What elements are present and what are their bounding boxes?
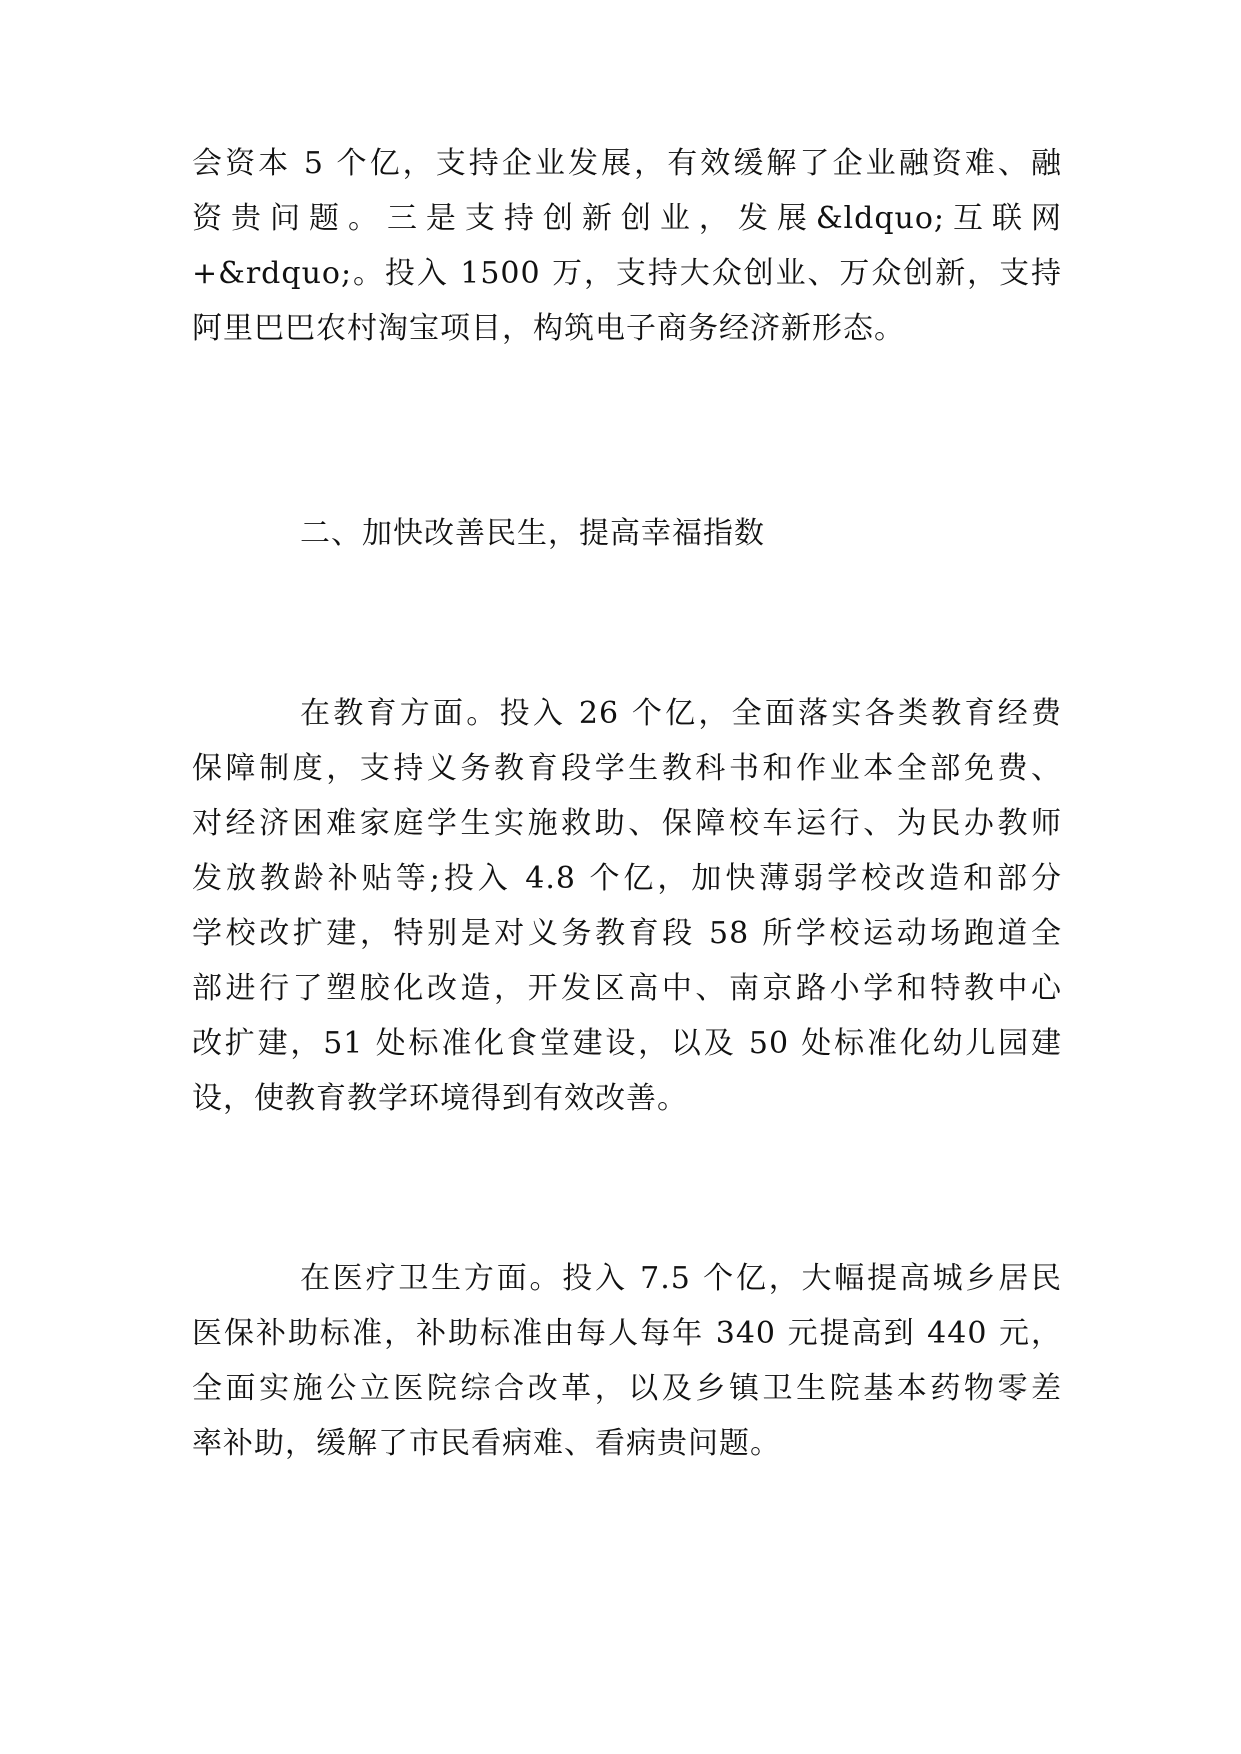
paragraph-line: 医保补助标准，补助标准由每人每年 340 元提高到 440 元，	[192, 1316, 1062, 1351]
paragraph-line: 全面实施公立医院综合改革，以及乡镇卫生院基本药物零差	[192, 1371, 1062, 1406]
paragraph-line: 会资本 5 个亿，支持企业发展，有效缓解了企业融资难、融	[192, 146, 1062, 181]
paragraph-line: +&rdquo;。投入 1500 万，支持大众创业、万众创新，支持	[192, 256, 1062, 291]
paragraph-line: 在教育方面。投入 26 个亿，全面落实各类教育经费	[300, 696, 1062, 731]
paragraph-line: 发放教龄补贴等;投入 4.8 个亿，加快薄弱学校改造和部分	[192, 861, 1062, 896]
paragraph-line: 对经济困难家庭学生实施救助、保障校车运行、为民办教师	[192, 806, 1062, 841]
paragraph-line: 率补助，缓解了市民看病难、看病贵问题。	[192, 1426, 781, 1461]
section-heading: 二、加快改善民生，提高幸福指数	[300, 516, 765, 551]
paragraph-line: 学校改扩建，特别是对义务教育段 58 所学校运动场跑道全	[192, 916, 1062, 951]
paragraph-line: 改扩建，51 处标准化食堂建设，以及 50 处标准化幼儿园建	[192, 1026, 1062, 1061]
paragraph-line: 阿里巴巴农村淘宝项目，构筑电子商务经济新形态。	[192, 311, 905, 346]
paragraph-line: 部进行了塑胶化改造，开发区高中、南京路小学和特教中心	[192, 971, 1062, 1006]
paragraph-line: 设，使教育教学环境得到有效改善。	[192, 1081, 688, 1116]
paragraph-line: 资贵问题。三是支持创新创业，发展&ldquo;互联网	[192, 201, 1062, 236]
paragraph-line: 在医疗卫生方面。投入 7.5 个亿，大幅提高城乡居民	[300, 1261, 1062, 1296]
paragraph-line: 保障制度，支持义务教育段学生教科书和作业本全部免费、	[192, 751, 1062, 786]
